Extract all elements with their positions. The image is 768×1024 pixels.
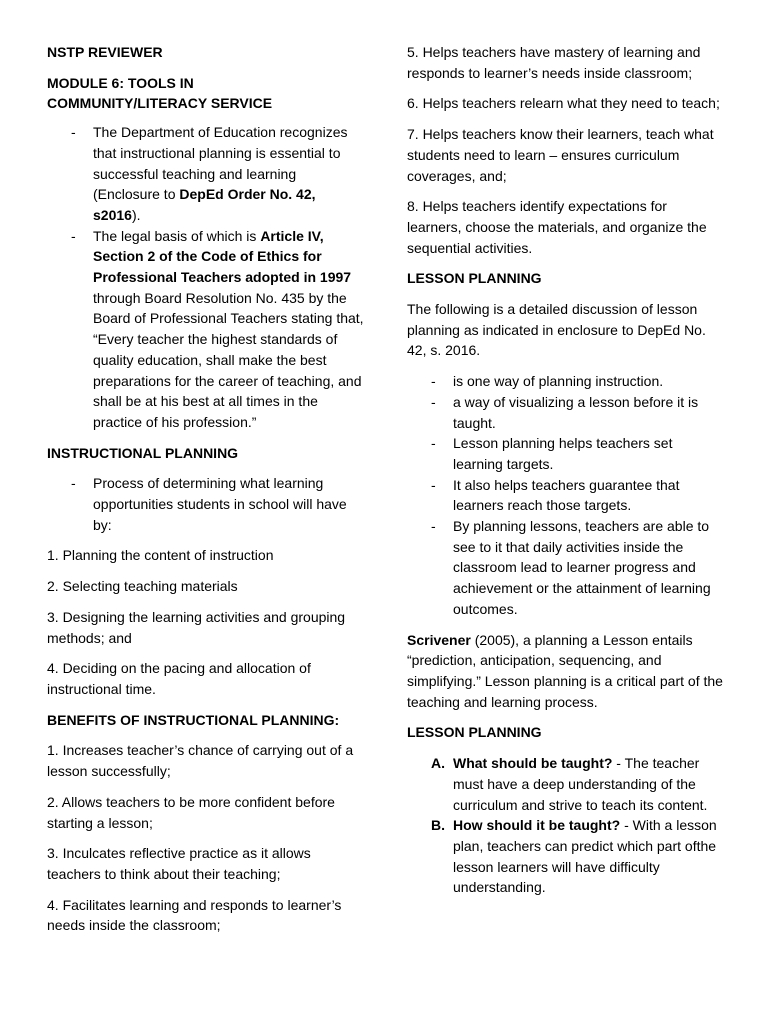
- intro-bullet: [47, 122, 365, 226]
- benefit-item: 8. Helps teachers identify expectations for learners, choose the materials, and organize the sequential activities.: [407, 198, 707, 256]
- step-item: 2. Selecting teaching materials: [47, 578, 238, 595]
- intro-text: through Board Resolution No. 435 by the Board of Professional Teachers stating that, “Every teacher the highest standards of quality education, shall make the best preparations for the career of teaching, and shall be at his best at all times in the practice of his profession.”: [93, 289, 364, 430]
- question-item: [407, 815, 725, 898]
- lesson-bullet: - a way of visualizing a lesson before it is taught.: [407, 392, 725, 433]
- module-title: [47, 73, 365, 114]
- benefit-item: 4. Facilitates learning and responds to learner’s needs inside the classroom;: [47, 896, 342, 934]
- section-heading-lesson-planning: LESSON PLANNING: [407, 270, 542, 287]
- lesson-bullet: - By planning lessons, teachers are able to see to it that daily activities inside the classroom lead to learner progress and achievement or the attainment of learning outcomes.: [407, 516, 725, 620]
- instructional-bullet: - Process of determining what learning opportunities students in school will have by:: [47, 473, 365, 535]
- instructional-list: [47, 473, 365, 535]
- intro-bold: Article IV, Section 2 of the Code of Ethics for Professional Teachers adopted in 1997: [93, 227, 352, 286]
- step-item: 1. Planning the content of instruction: [47, 547, 274, 564]
- intro-list: [47, 122, 365, 433]
- intro-bullet: [47, 226, 365, 433]
- question-answer: - The teacher must have a deep understanding of the curriculum and strive to teach its content.: [453, 755, 708, 813]
- question-text: What should be taught?: [453, 755, 613, 772]
- benefit-item: 6. Helps teachers relearn what they need to teach;: [407, 95, 720, 112]
- lesson-list: [407, 371, 725, 619]
- question-item: [407, 753, 725, 815]
- scrivener-paragraph: [407, 630, 725, 713]
- question-text: How should it be taught?: [453, 817, 621, 834]
- module-title-line1: MODULE 6: TOOLS IN: [47, 74, 194, 91]
- section-heading-lesson-planning-2: LESSON PLANNING: [407, 724, 542, 741]
- scrivener-name: Scrivener: [407, 631, 471, 648]
- lesson-bullet: - Lesson planning helps teachers set learning targets.: [407, 433, 725, 474]
- benefit-item: 1. Increases teacher’s chance of carrying out of a lesson successfully;: [47, 742, 354, 780]
- step-item: 3. Designing the learning activities and grouping methods; and: [47, 608, 346, 646]
- question-marker: B.: [431, 817, 445, 834]
- document-title: NSTP REVIEWER: [47, 44, 163, 60]
- section-heading-benefits: BENEFITS OF INSTRUCTIONAL PLANNING:: [47, 711, 340, 728]
- benefit-item: 5. Helps teachers have mastery of learning and responds to learner’s needs inside classroom;: [407, 44, 701, 81]
- benefit-item: 3. Inculcates reflective practice as it allows teachers to think about their teaching;: [47, 845, 311, 882]
- intro-text: The legal basis of which is: [93, 227, 261, 244]
- step-item: 4. Deciding on the pacing and allocation of instructional time.: [47, 660, 311, 697]
- intro-text: ).: [131, 206, 141, 223]
- lesson-intro: The following is a detailed discussion of lesson planning as indicated in enclosure to DepEd No. 42, s. 2016.: [407, 301, 706, 359]
- benefit-item: 7. Helps teachers know their learners, teach what students need to learn – ensures curriculum coverages, and;: [407, 126, 714, 184]
- section-heading-instructional: INSTRUCTIONAL PLANNING: [47, 444, 239, 461]
- benefit-item: 2. Allows teachers to be more confident before starting a lesson;: [47, 793, 335, 831]
- lesson-bullet: - is one way of planning instruction.: [407, 371, 725, 392]
- question-list: [407, 753, 725, 898]
- question-marker: A.: [431, 755, 445, 772]
- lesson-bullet: - It also helps teachers guarantee that learners reach those targets.: [407, 475, 725, 516]
- scrivener-text: (2005), a planning a Lesson entails “prediction, anticipation, sequencing, and simplifying.” Lesson planning is a critical part of the teaching and learning process.: [407, 631, 723, 710]
- module-title-line2: COMMUNITY/LITERACY SERVICE: [47, 95, 273, 112]
- left-column: [47, 42, 365, 946]
- intro-bold: DepEd Order No. 42, s2016: [93, 186, 316, 223]
- right-column: [407, 42, 725, 898]
- question-answer: - With a lesson plan, teachers can predict which part ofthe lesson learners will have difficulty understanding.: [453, 817, 717, 896]
- intro-text: The Department of Education recognizes that instructional planning is essential to successful teaching and learning (Enclosure to: [93, 124, 348, 203]
